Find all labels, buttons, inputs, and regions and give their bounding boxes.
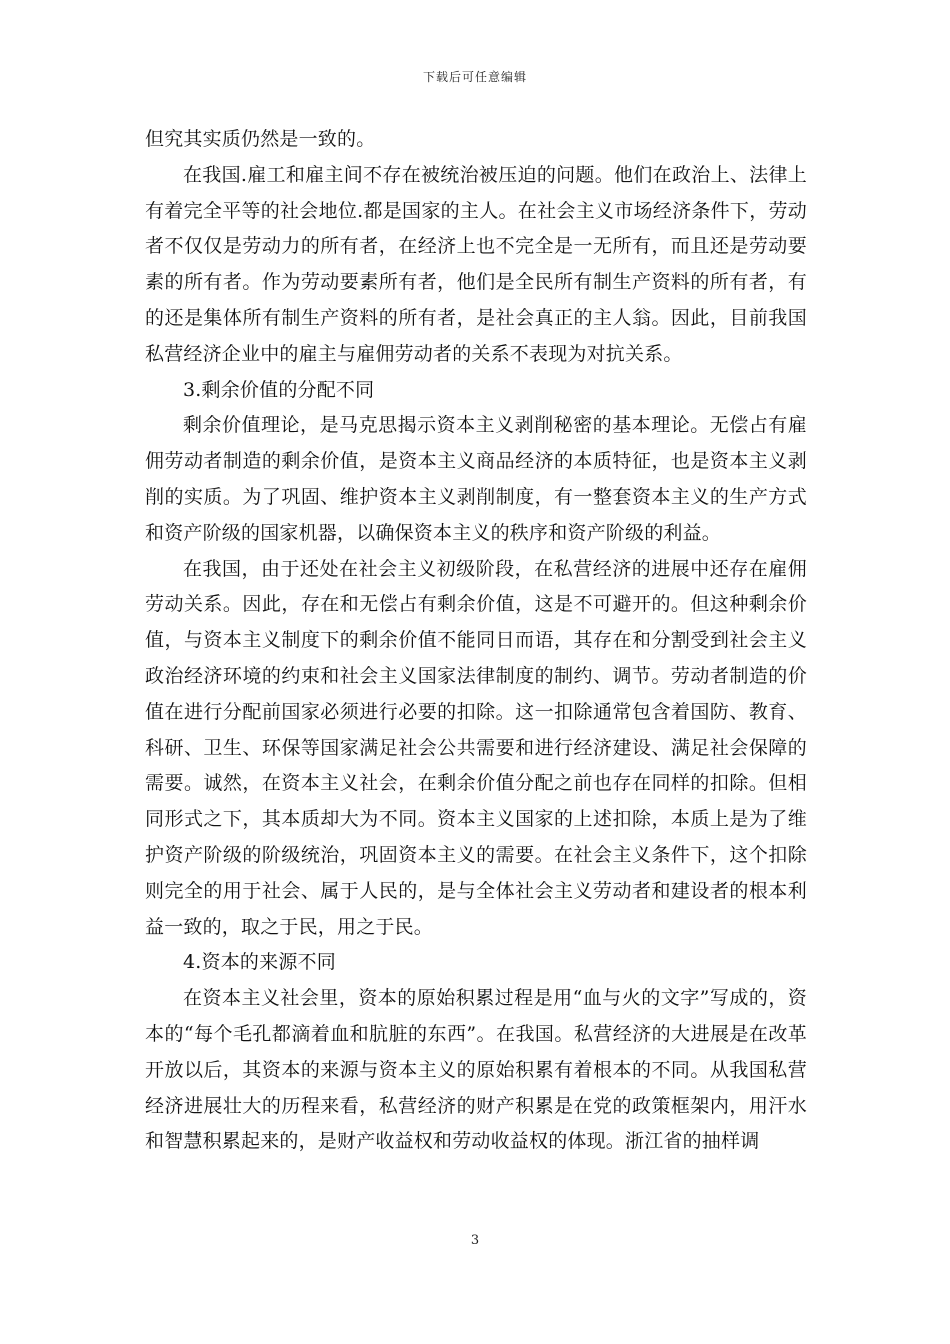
section-heading: 4.资本的来源不同 xyxy=(183,951,336,974)
body-text xyxy=(145,122,807,1160)
paragraph-continuation: 但究其实质仍然是一致的。 xyxy=(145,128,376,150)
section-heading: 3.剩余价值的分配不同 xyxy=(183,378,375,401)
paragraph: 在我国.雇工和雇主间不存在被统治被压迫的问题。他们在政治上、法律上有着完全平等的社会地位.都是国家的主人。在社会主义市场经济条件下，劳动者不仅仅是劳动力的所有者，在经济上也不完全是一无所有，而且还是劳动要素的所有者。作为劳动要素所有者，他们是全民所有制生产资料的所有者，有的还是集体所有制生产资料的所有者，是社会真正的主人翁。因此，目前我国私营经济企业中的雇主与雇佣劳动者的关系不表现为对抗关系。 xyxy=(145,163,807,365)
paragraph: 在资本主义社会里，资本的原始积累过程是用“血与火的文字”写成的，资本的“每个毛孔都滴着血和肮脏的东西”。在我国。私营经济的大进展是在改革开放以后，其资本的来源与资本主义的原始积累有着根本的不同。从我国私营经济进展壮大的历程来看，私营经济的财产积累是在党的政策框架内，用汗水和智慧积累起来的，是财产收益权和劳动收益权的体现。浙江省的抽样调 xyxy=(145,987,807,1153)
page-header: 下载后可任意编辑 xyxy=(422,70,527,84)
page-number: 3 xyxy=(470,1233,480,1248)
paragraph: 在我国，由于还处在社会主义初级阶段，在私营经济的进展中还存在雇佣劳动关系。因此，存在和无偿占有剩余价值，这是不可避开的。但这种剩余价值，与资本主义制度下的剩余价值不能同日而语，其存在和分割受到社会主义政治经济环境的约束和社会主义国家法律制度的制约、调节。劳动者制造的价值在进行分配前国家必须进行必要的扣除。这一扣除通常包含着国防、教育、科研、卫生、环保等国家满足社会公共需要和进行经济建设、满足社会保障的需要。诚然，在资本主义社会，在剩余价值分配之前也存在同样的扣除。但相同形式之下，其本质却大为不同。资本主义国家的上述扣除，本质上是为了维护资产阶级的阶级统治，巩固资本主义的需要。在社会主义条件下，这个扣除则完全的用于社会、属于人民的，是与全体社会主义劳动者和建设者的根本利益一致的，取之于民，用之于民。 xyxy=(145,557,807,938)
paragraph: 剩余价值理论，是马克思揭示资本主义剥削秘密的基本理论。无偿占有雇佣劳动者制造的剩余价值，是资本主义商品经济的本质特征，也是资本主义剥削的实质。为了巩固、维护资本主义剥削制度，有一整套资本主义的生产方式和资产阶级的国家机器，以确保资本主义的秩序和资产阶级的利益。 xyxy=(145,414,807,544)
